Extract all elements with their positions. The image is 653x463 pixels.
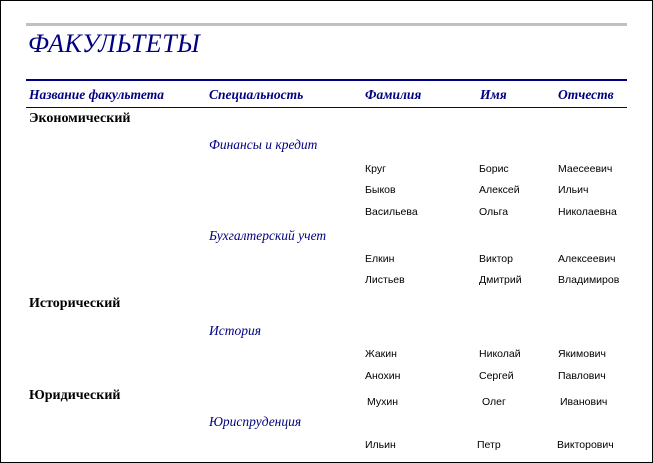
student-patronymic: Павлович [558, 370, 606, 382]
student-patronymic: Иванович [560, 396, 608, 408]
title-top-rule [26, 23, 627, 26]
student-first-name: Ольга [479, 206, 509, 218]
student-patronymic: Николаевна [558, 206, 617, 218]
faculty-name: Исторический [29, 296, 121, 311]
student-last-name: Быков [365, 184, 396, 196]
student-patronymic: Алексеевич [558, 253, 616, 265]
student-patronymic: Ильич [558, 184, 589, 196]
student-last-name: Мухин [367, 396, 399, 408]
student-first-name: Николай [479, 348, 521, 360]
header-rule-bottom [26, 107, 627, 108]
student-last-name: Листьев [365, 274, 405, 286]
student-first-name: Виктор [479, 253, 513, 265]
column-header-first-name: Имя [480, 87, 507, 102]
student-first-name: Петр [477, 439, 501, 451]
column-header-specialty: Специальность [209, 87, 304, 102]
student-first-name: Борис [479, 163, 509, 175]
student-last-name: Анохин [365, 370, 401, 382]
student-last-name: Елкин [365, 253, 395, 265]
student-last-name: Васильева [365, 206, 418, 218]
column-header-patronymic: Отчеств [558, 87, 614, 102]
student-first-name: Олег [482, 396, 506, 408]
student-first-name: Дмитрий [479, 274, 522, 286]
column-header-faculty: Название факультета [29, 87, 164, 102]
column-header-last-name: Фамилия [365, 87, 422, 102]
specialty-name: Бухгалтерский учет [209, 228, 327, 243]
faculty-name: Экономический [29, 111, 131, 126]
student-patronymic: Владимиров [558, 274, 620, 286]
student-last-name: Жакин [365, 348, 397, 360]
specialty-name: Финансы и кредит [209, 137, 318, 152]
specialty-name: Юриспруденция [209, 414, 302, 429]
student-first-name: Алексей [479, 184, 520, 196]
student-first-name: Сергей [479, 370, 514, 382]
student-last-name: Круг [365, 163, 386, 175]
student-patronymic: Викторович [557, 439, 614, 451]
specialty-name: История [209, 323, 262, 338]
header-rule-top [26, 79, 627, 81]
student-patronymic: Якимович [558, 348, 607, 360]
faculty-name: Юридический [29, 388, 121, 403]
student-patronymic: Маесеевич [558, 163, 613, 175]
report-title: ФАКУЛЬТЕТЫ [28, 29, 201, 58]
student-last-name: Ильин [365, 439, 396, 451]
